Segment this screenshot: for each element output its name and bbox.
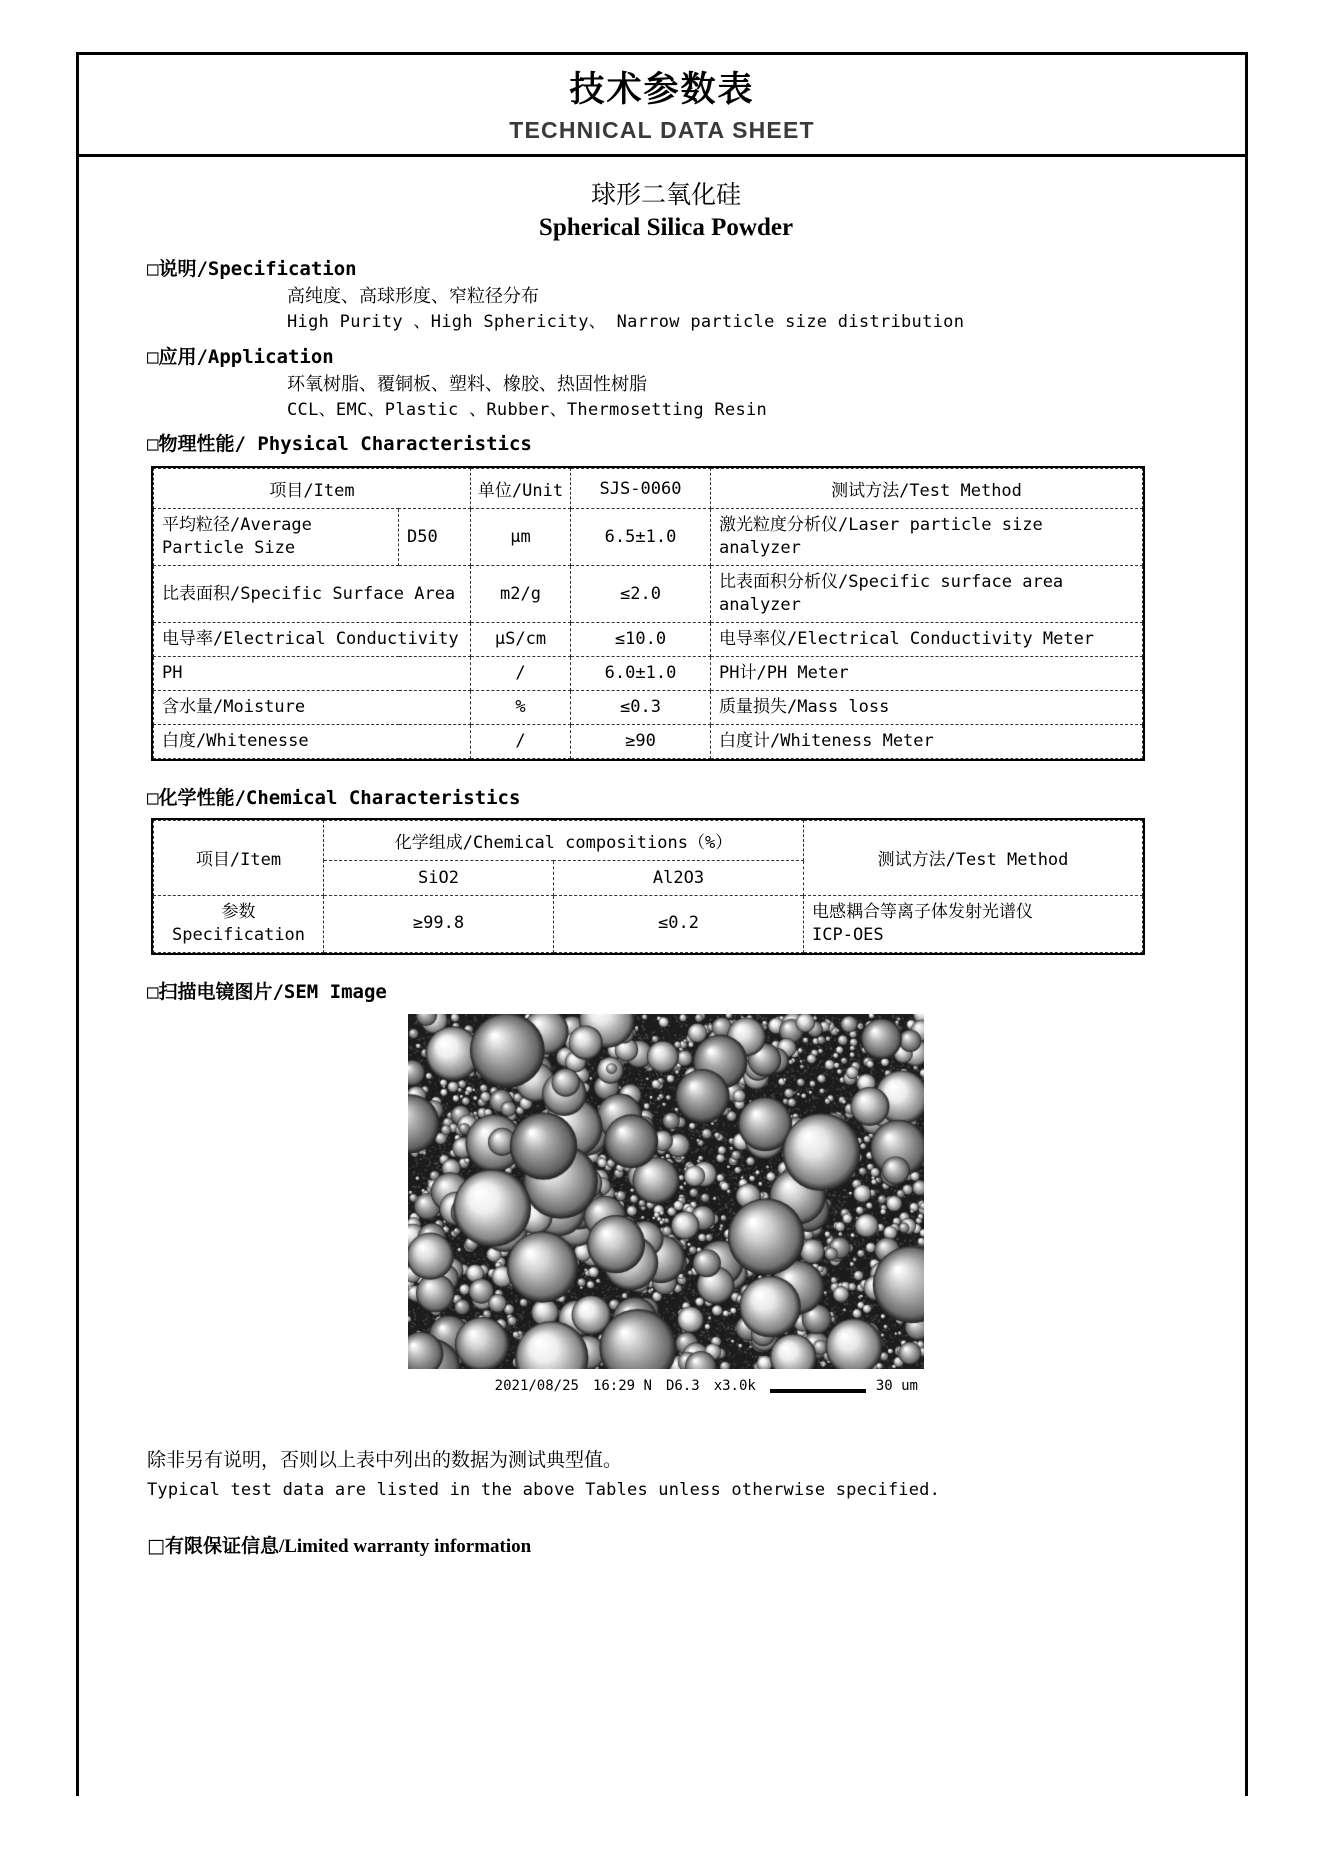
application-line-en: CCL、EMC、Plastic 、Rubber、Thermosetting Resin bbox=[287, 399, 768, 420]
table-row bbox=[154, 690, 1143, 724]
sem-image bbox=[408, 1014, 924, 1404]
note-block bbox=[147, 1444, 1185, 1505]
col-chemical-compositions: 化学组成/Chemical compositions（%） bbox=[324, 820, 804, 860]
physical-characteristics-table bbox=[151, 466, 1145, 761]
document-body bbox=[79, 157, 1245, 1558]
cell-value: ≥90 bbox=[571, 724, 711, 758]
page-title-en: TECHNICAL DATA SHEET bbox=[509, 116, 815, 143]
cell-unit: / bbox=[471, 724, 571, 758]
sem-working-distance: D6.3 bbox=[665, 1378, 700, 1395]
section-heading-sem: □扫描电镜图片/SEM Image bbox=[147, 980, 387, 1003]
section-heading-chemical: □化学性能/Chemical Characteristics bbox=[147, 786, 521, 809]
document-header bbox=[79, 55, 1245, 157]
sem-image-infobar bbox=[408, 1369, 924, 1404]
cell-method: 比表面积分析仪/Specific surface area analyzer bbox=[711, 566, 1143, 623]
note-en: Typical test data are listed in the above Tables unless otherwise specified. bbox=[147, 1479, 941, 1500]
table-header-row bbox=[154, 820, 1143, 860]
cell-unit: μm bbox=[471, 509, 571, 566]
chemical-characteristics-table bbox=[151, 818, 1145, 955]
section-heading-warranty bbox=[147, 1531, 1185, 1558]
cell-method-en: ICP-OES bbox=[812, 924, 884, 945]
col-grade: SJS-0060 bbox=[571, 469, 711, 509]
specification-line-cn: 高纯度、高球形度、窄粒径分布 bbox=[287, 286, 539, 308]
col-al2o3: Al2O3 bbox=[554, 860, 804, 895]
col-unit: 单位/Unit bbox=[471, 469, 571, 509]
cell-item: 白度/Whitenesse bbox=[154, 724, 471, 758]
warranty-heading-cn: □有限保证信息 bbox=[147, 1534, 279, 1557]
cell-method bbox=[804, 895, 1143, 952]
specification-content bbox=[147, 283, 1185, 336]
cell-unit: / bbox=[471, 656, 571, 690]
sem-scale-label: 30 um bbox=[875, 1378, 918, 1395]
application-content bbox=[147, 371, 1185, 424]
cell-item: 比表面积/Specific Surface Area bbox=[154, 566, 471, 623]
cell-unit: μS/cm bbox=[471, 623, 571, 657]
cell-unit: m2/g bbox=[471, 566, 571, 623]
col-item: 项目/Item bbox=[154, 820, 324, 895]
table-header-row bbox=[154, 469, 1143, 509]
sem-scale-bar-icon bbox=[770, 1379, 866, 1393]
col-method: 测试方法/Test Method bbox=[711, 469, 1143, 509]
table-row bbox=[154, 509, 1143, 566]
table-row bbox=[154, 656, 1143, 690]
cell-item-sub: D50 bbox=[399, 509, 471, 566]
section-heading-application: □应用/Application bbox=[147, 345, 334, 368]
cell-method: 白度计/Whiteness Meter bbox=[711, 724, 1143, 758]
note-cn: 除非另有说明，否则以上表中列出的数据为测试典型值。 bbox=[147, 1448, 623, 1471]
cell-item-en: Specification bbox=[171, 924, 306, 945]
col-sio2: SiO2 bbox=[324, 860, 554, 895]
sem-time: 16:29 N bbox=[592, 1378, 652, 1395]
document-page bbox=[76, 52, 1248, 1796]
product-name-en: Spherical Silica Powder bbox=[538, 214, 794, 242]
table-row bbox=[154, 724, 1143, 758]
cell-method: PH计/PH Meter bbox=[711, 656, 1143, 690]
warranty-heading-en: /Limited warranty information bbox=[278, 1535, 532, 1557]
product-name-cn: 球形二氧化硅 bbox=[590, 179, 741, 209]
cell-item: 电导率/Electrical Conductivity bbox=[154, 623, 471, 657]
specification-line-en: High Purity 、High Sphericity、 Narrow particle size distribution bbox=[287, 312, 965, 333]
cell-item: 平均粒径/Average Particle Size bbox=[154, 509, 399, 566]
table-row bbox=[154, 895, 1143, 952]
cell-method: 激光粒度分析仪/Laser particle size analyzer bbox=[711, 509, 1143, 566]
cell-item bbox=[154, 895, 324, 952]
cell-sio2: ≥99.8 bbox=[324, 895, 554, 952]
col-item: 项目/Item bbox=[154, 469, 471, 509]
page-title-cn: 技术参数表 bbox=[569, 70, 755, 110]
application-line-cn: 环氧树脂、覆铜板、塑料、橡胶、热固性树脂 bbox=[287, 373, 647, 395]
sem-date: 2021/08/25 bbox=[494, 1378, 579, 1395]
cell-item: 含水量/Moisture bbox=[154, 690, 471, 724]
table-row bbox=[154, 623, 1143, 657]
cell-value: ≤10.0 bbox=[571, 623, 711, 657]
cell-value: 6.0±1.0 bbox=[571, 656, 711, 690]
sem-magnification: x3.0k bbox=[713, 1378, 756, 1395]
cell-method-cn: 电感耦合等离子体发射光谱仪 bbox=[812, 901, 1033, 922]
sem-image-canvas bbox=[408, 1014, 924, 1369]
table-row bbox=[154, 566, 1143, 623]
col-method: 测试方法/Test Method bbox=[804, 820, 1143, 895]
cell-al2o3: ≤0.2 bbox=[554, 895, 804, 952]
cell-value: ≤2.0 bbox=[571, 566, 711, 623]
section-heading-specification: □说明/Specification bbox=[147, 258, 357, 281]
cell-method: 质量损失/Mass loss bbox=[711, 690, 1143, 724]
cell-item: PH bbox=[154, 656, 471, 690]
cell-item-cn: 参数 bbox=[221, 901, 256, 922]
cell-method: 电导率仪/Electrical Conductivity Meter bbox=[711, 623, 1143, 657]
section-heading-physical: □物理性能/ Physical Characteristics bbox=[147, 433, 532, 456]
cell-unit: % bbox=[471, 690, 571, 724]
cell-value: ≤0.3 bbox=[571, 690, 711, 724]
cell-value: 6.5±1.0 bbox=[571, 509, 711, 566]
